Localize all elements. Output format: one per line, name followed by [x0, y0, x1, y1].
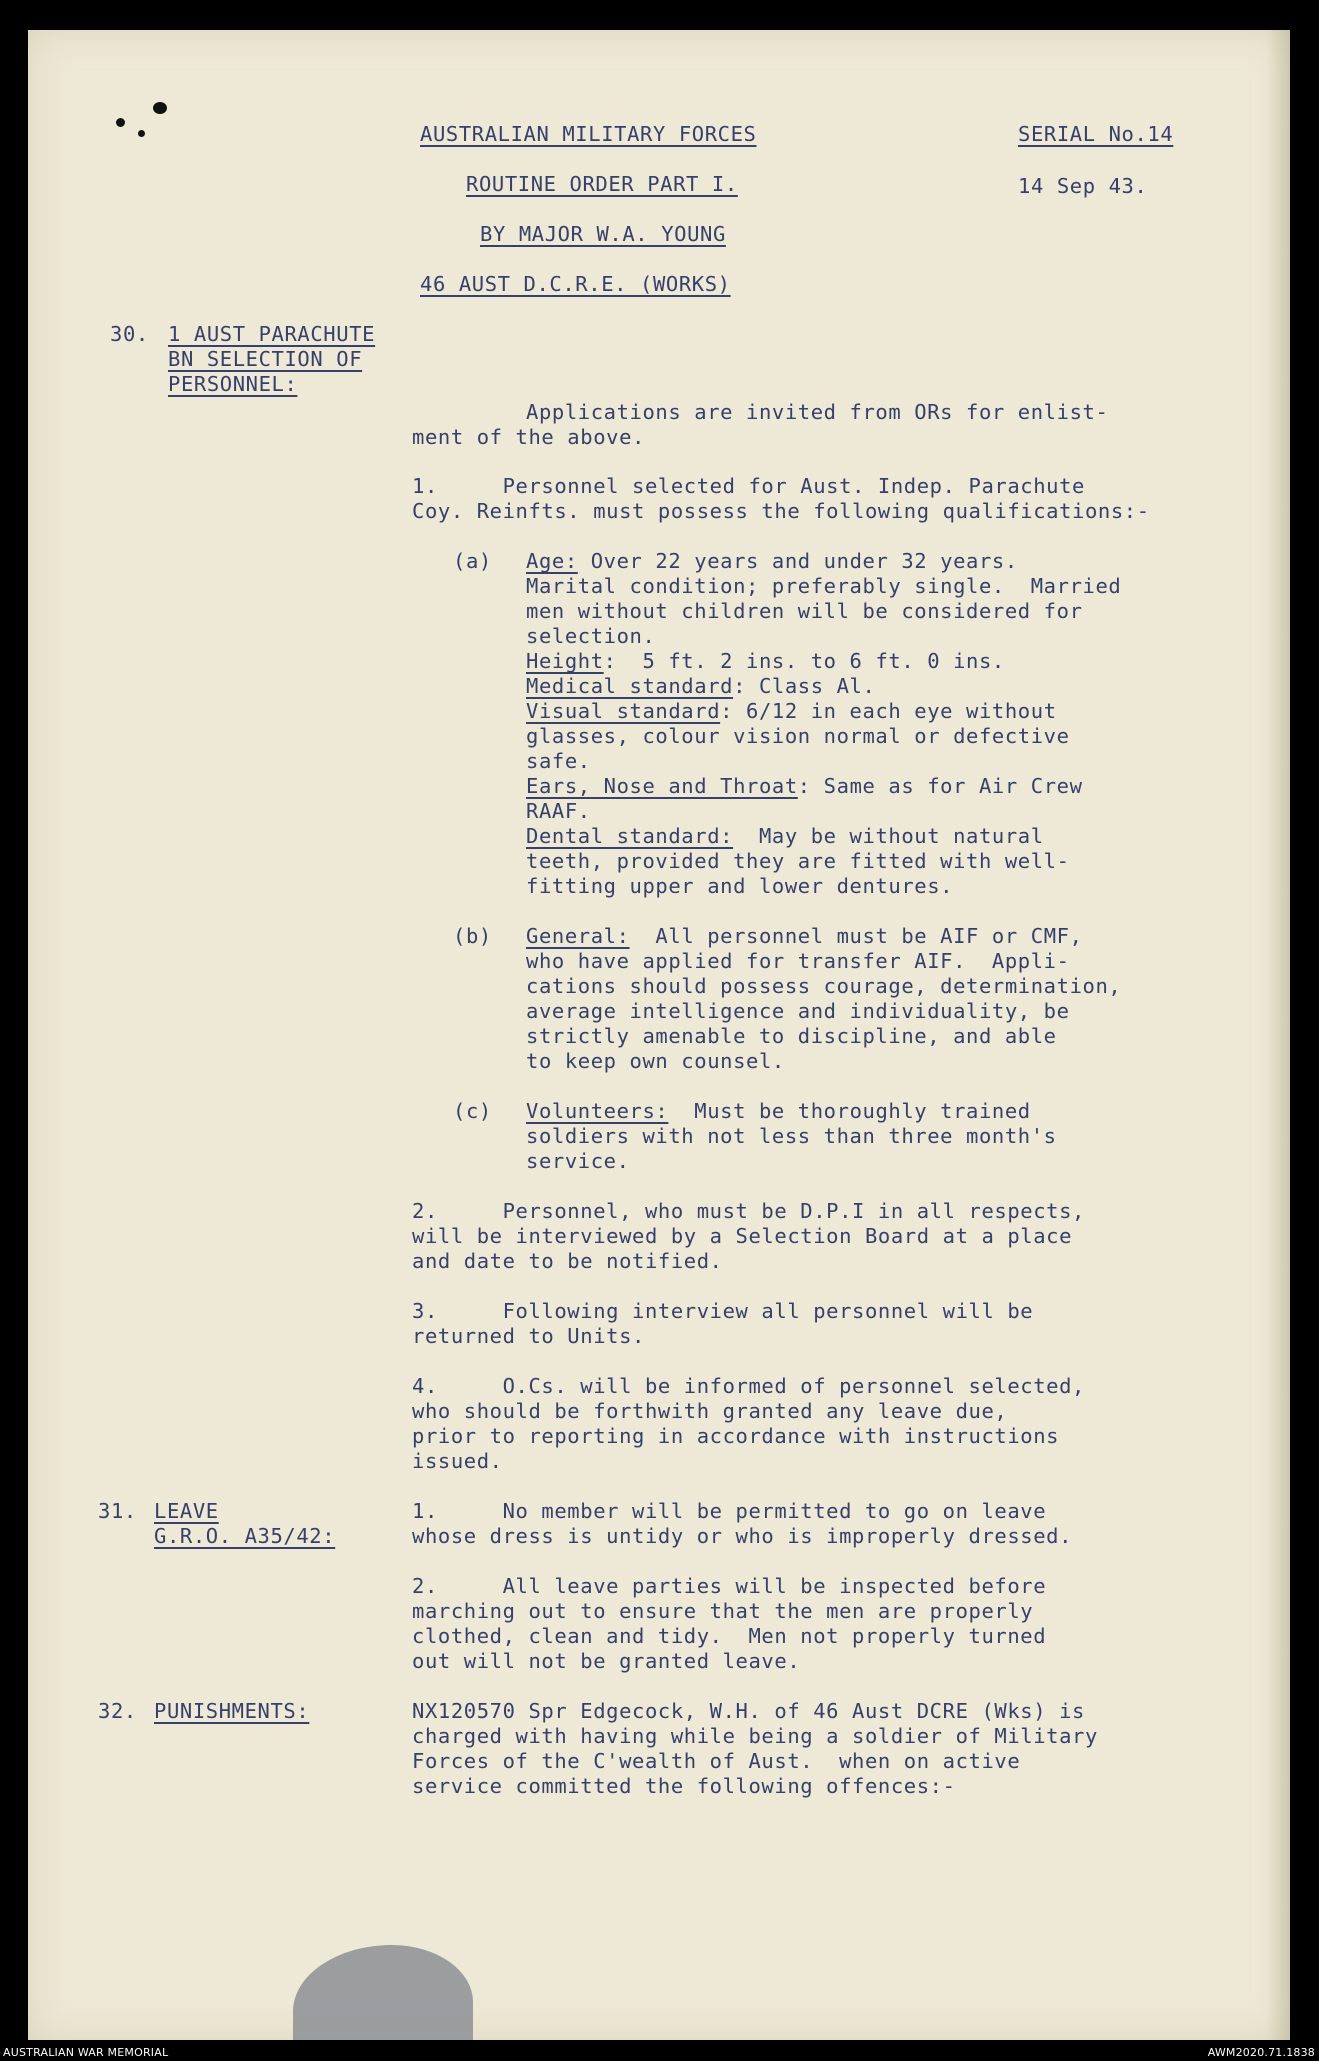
item-a-dental [526, 824, 1044, 849]
paragraph-line: 2. Personnel, who must be D.P.I in all respects, [412, 1199, 1085, 1223]
ink-blot [138, 130, 145, 137]
item-a-ears [526, 774, 1083, 799]
header-title-4: 46 AUST D.C.R.E. (WORKS) [420, 272, 731, 296]
order-date: 14 Sep 43. [1018, 174, 1148, 198]
general-text: All personnel must be AIF or CMF, [629, 924, 1083, 948]
volunteers-label: Volunteers: [526, 1099, 669, 1123]
header-title-3: BY MAJOR W.A. YOUNG [480, 222, 726, 246]
age-label: Age: [526, 549, 578, 573]
paragraph-line: Coy. Reinfts. must possess the following qualifications:- [412, 499, 1150, 523]
item-a-age [526, 549, 1018, 574]
torn-corner [293, 1945, 473, 2040]
paragraph-line: 4. O.Cs. will be informed of personnel selected, [412, 1374, 1085, 1398]
paragraph-line: 1. No member will be permitted to go on leave [412, 1499, 1047, 1523]
item-c-volunteers [526, 1099, 1031, 1124]
section-30-heading-3: PERSONNEL: [168, 372, 298, 396]
footer-accession-id: AWM2020.71.1838 [1207, 2046, 1315, 2059]
paragraph-line: 2. All leave parties will be inspected before [412, 1574, 1047, 1598]
paragraph-line: who should be forthwith granted any leave due, [412, 1399, 1008, 1423]
item-a-label: (a) [453, 549, 492, 573]
header-title-1: AUSTRALIAN MILITARY FORCES [420, 122, 757, 146]
paragraph-line: charged with having while being a soldier of Military [412, 1724, 1098, 1748]
paragraph-line: out will not be granted leave. [412, 1649, 801, 1673]
height-text: : 5 ft. 2 ins. to 6 ft. 0 ins. [603, 649, 1005, 673]
paragraph-line: 3. Following interview all personnel will be [412, 1299, 1034, 1323]
paragraph-line: Applications are invited from ORs for enlist- [526, 400, 1109, 424]
section-31-number: 31. [98, 1499, 137, 1523]
item-a-visual [526, 699, 1057, 724]
section-30-heading-1: 1 AUST PARACHUTE [168, 322, 376, 346]
paragraph-line: RAAF. [526, 799, 591, 823]
paragraph-line: fitting upper and lower dentures. [526, 874, 954, 898]
paragraph-line: teeth, provided they are fitted with well- [526, 849, 1070, 873]
paragraph-line: marching out to ensure that the men are properly [412, 1599, 1034, 1623]
paragraph-line: who have applied for transfer AIF. Appli- [526, 949, 1070, 973]
paragraph-line: soldiers with not less than three month's [526, 1124, 1057, 1148]
paragraph-line: to keep own counsel. [526, 1049, 785, 1073]
section-32-heading: PUNISHMENTS: [154, 1699, 310, 1723]
item-b-general [526, 924, 1083, 949]
paragraph-line: glasses, colour vision normal or defective [526, 724, 1070, 748]
volunteers-text: Must be thoroughly trained [668, 1099, 1031, 1123]
medical-text: : Class Al. [733, 674, 876, 698]
general-label: General: [526, 924, 630, 948]
paragraph-line: prior to reporting in accordance with instructions [412, 1424, 1060, 1448]
footer-credit: AUSTRALIAN WAR MEMORIAL [3, 2046, 169, 2059]
paragraph-line: service. [526, 1149, 630, 1173]
height-label: Height [526, 649, 604, 673]
section-30-number: 30. [110, 322, 149, 346]
item-b-label: (b) [453, 924, 492, 948]
paragraph-line: average intelligence and individuality, be [526, 999, 1070, 1023]
section-32-number: 32. [98, 1699, 137, 1723]
ink-blot [116, 118, 125, 127]
paragraph-line: safe. [526, 749, 591, 773]
paper-edge-shadow [1266, 30, 1290, 2040]
paragraph-line: selection. [526, 624, 656, 648]
section-31-heading-1: LEAVE [154, 1499, 219, 1523]
visual-text: : 6/12 in each eye without [720, 699, 1057, 723]
paragraph-line: will be interviewed by a Selection Board at a place [412, 1224, 1073, 1248]
ears-text: : Same as for Air Crew [797, 774, 1083, 798]
paragraph-line: NX120570 Spr Edgecock, W.H. of 46 Aust DCRE (Wks) is [412, 1699, 1085, 1723]
paragraph-line: 1. Personnel selected for Aust. Indep. Parachute [412, 474, 1085, 498]
paragraph-line: cations should possess courage, determination, [526, 974, 1122, 998]
paragraph-line: strictly amenable to discipline, and able [526, 1024, 1057, 1048]
paragraph-line: whose dress is untidy or who is improperly dressed. [412, 1524, 1073, 1548]
item-a-medical [526, 674, 875, 699]
paragraph-line: and date to be notified. [412, 1249, 723, 1273]
paragraph-line: Forces of the C'wealth of Aust. when on active [412, 1749, 1021, 1773]
medical-label: Medical standard [526, 674, 734, 698]
paragraph-line: returned to Units. [412, 1324, 645, 1348]
dental-label: Dental standard: [526, 824, 734, 848]
paragraph-line: issued. [412, 1449, 503, 1473]
ink-blot [153, 102, 167, 114]
item-a-height [526, 649, 1005, 674]
item-c-label: (c) [453, 1099, 492, 1123]
serial-number: SERIAL No.14 [1018, 122, 1174, 146]
section-30-heading-2: BN SELECTION OF [168, 347, 363, 371]
paragraph-line: Marital condition; preferably single. Married [526, 574, 1122, 598]
paragraph-line: service committed the following offences:- [412, 1774, 956, 1798]
visual-label: Visual standard [526, 699, 721, 723]
age-text: Over 22 years and under 32 years. [577, 549, 1018, 573]
paragraph-line: clothed, clean and tidy. Men not properly turned [412, 1624, 1047, 1648]
paragraph-line: men without children will be considered for [526, 599, 1083, 623]
paragraph-line: ment of the above. [412, 425, 645, 449]
header-title-2: ROUTINE ORDER PART I. [466, 172, 738, 196]
dental-text: May be without natural [733, 824, 1044, 848]
ears-label: Ears, Nose and Throat [526, 774, 798, 798]
section-31-heading-2: G.R.O. A35/42: [154, 1524, 336, 1548]
